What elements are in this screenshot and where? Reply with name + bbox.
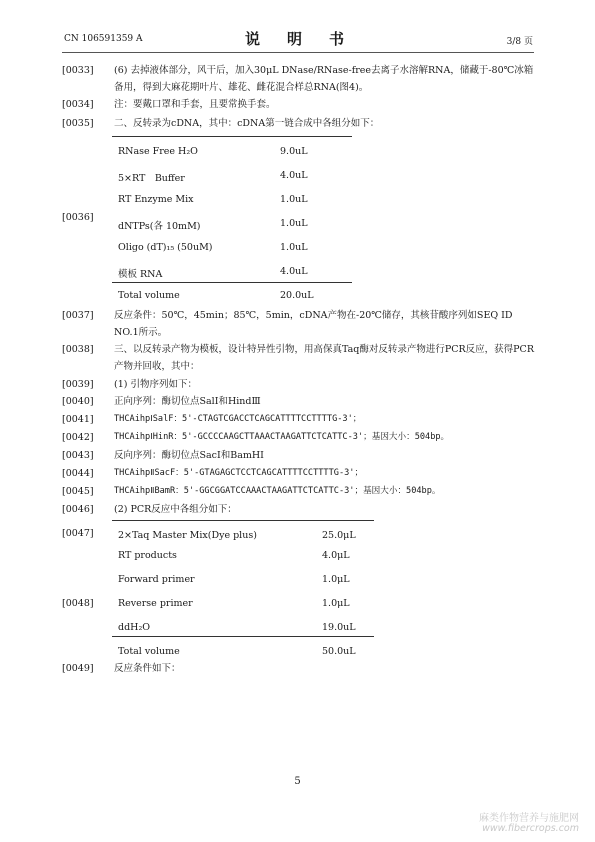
component-volume: 1.0uL <box>280 242 308 253</box>
component-name: RT products <box>118 550 177 561</box>
paragraph-number: [0044] <box>62 468 94 479</box>
paragraph-0035 <box>62 115 540 132</box>
component-name: 2×Taq Master Mix(Dye plus) <box>118 530 257 541</box>
primer-sequence: THCAihpⅠSalF：5'-CTAGTCGACCTCAGCATTTTCCTTTTG-3'； <box>114 414 362 424</box>
component-name: 5×RT Buffer <box>118 173 185 184</box>
component-volume: 4.0μL <box>322 550 350 561</box>
paragraph-number: [0037] <box>62 310 94 321</box>
paragraph-number: [0034] <box>62 99 94 110</box>
component-name: 模板 RNA <box>118 269 163 280</box>
paragraph-0038 <box>62 341 540 375</box>
paragraph-0041 <box>62 411 540 428</box>
component-volume: 1.0μL <box>322 574 350 585</box>
paragraph-text: (6) 去掉液体部分，风干后，加入30μL DNase/RNase-free去离子水溶解RNA，储藏于-80℃冰箱备用，得到大麻花期叶片、雄花、雌花混合样总RNA(图4)。 <box>114 65 534 93</box>
paragraph-number: [0033] <box>62 65 94 76</box>
paragraph-0047: [0047] <box>62 528 94 539</box>
page-indicator: 3/8 页 <box>506 37 533 47</box>
table-mid-rule <box>112 636 374 637</box>
paragraph-text: 三、以反转录产物为模板，设计特异性引物，用高保真Taq酶对反转录产物进行PCR反应，获得PCR产物并回收，其中： <box>114 344 534 372</box>
paragraph-0049 <box>62 660 540 677</box>
page-number: 5 <box>294 776 301 787</box>
paragraph-0048: [0048] <box>62 598 94 609</box>
paragraph-number: [0042] <box>62 432 94 443</box>
cdna-synthesis-table <box>112 136 352 306</box>
component-volume: 1.0uL <box>280 194 308 205</box>
paragraph-number: [0049] <box>62 663 94 674</box>
paragraph-0044 <box>62 465 540 482</box>
primer-sequence: THCAihpⅡSacF：5'-GTAGAGCTCCTCAGCATTTTCCTTTTG-3'； <box>114 468 364 478</box>
total-volume: 50.0uL <box>322 646 356 657</box>
document-title: 说 明 书 <box>244 30 350 48</box>
component-name: Forward primer <box>118 574 195 585</box>
paragraph-0042 <box>62 429 540 446</box>
component-volume: 4.0uL <box>280 170 308 181</box>
paragraph-text: 反应条件：50℃，45min；85℃，5min，cDNA产物在-20℃储存，其核苷酸序列如SEQ ID NO.1所示。 <box>114 310 516 338</box>
paragraph-0036: [0036] <box>62 212 94 223</box>
paragraph-0039 <box>62 376 540 393</box>
paragraph-text: 反应条件如下： <box>114 663 181 674</box>
component-volume: 4.0uL <box>280 266 308 277</box>
component-name: RT Enzyme Mix <box>118 194 194 205</box>
paragraph-text: 反向序列：酶切位点SacⅠ和BamHⅠ <box>114 450 264 461</box>
primer-sequence: THCAihpⅡBamR：5'-GGCGGATCCAAACTAAGATTCTCATTC-3'；基因大小：504bp。 <box>114 486 441 496</box>
paragraph-number: [0039] <box>62 379 94 390</box>
component-volume: 1.0uL <box>280 218 308 229</box>
table-top-rule <box>112 520 374 521</box>
total-label: Total volume <box>118 646 180 657</box>
paragraph-text: (2) PCR反应中各组分如下： <box>114 504 237 515</box>
component-volume: 19.0uL <box>322 622 356 633</box>
pcr-reaction-table <box>112 520 374 664</box>
total-label: Total volume <box>118 290 180 301</box>
paragraph-0033 <box>62 62 540 96</box>
paragraph-0045 <box>62 483 540 500</box>
paragraph-0037 <box>62 307 540 341</box>
component-volume: 9.0uL <box>280 146 308 157</box>
paragraph-number: [0046] <box>62 504 94 515</box>
component-name: dNTPs(各 10mM) <box>118 221 201 232</box>
header-divider <box>62 52 534 53</box>
component-volume: 1.0μL <box>322 598 350 609</box>
paragraph-number: [0045] <box>62 486 94 497</box>
component-name: RNase Free H₂O <box>118 146 198 157</box>
component-volume: 25.0μL <box>322 530 356 541</box>
total-volume: 20.0uL <box>280 290 314 301</box>
component-name: ddH₂O <box>118 622 151 633</box>
paragraph-0040 <box>62 393 540 410</box>
component-name: Oligo (dT)₁₅ (50uM) <box>118 242 213 253</box>
paragraph-number: [0043] <box>62 450 94 461</box>
table-mid-rule <box>112 282 352 283</box>
paragraph-0034 <box>62 96 540 113</box>
table-top-rule <box>112 136 352 137</box>
component-name: Reverse primer <box>118 598 193 609</box>
paragraph-text: 二、反转录为cDNA，其中：cDNA第一链合成中各组分如下： <box>114 118 380 129</box>
paragraph-0046 <box>62 501 540 518</box>
paragraph-number: [0040] <box>62 396 94 407</box>
paragraph-number: [0038] <box>62 344 94 355</box>
watermark-url: www.fibercrops.com <box>482 823 579 834</box>
paragraph-number: [0041] <box>62 414 94 425</box>
paragraph-0043 <box>62 447 540 464</box>
watermark-site-name: 麻类作物营养与施肥网 <box>479 813 579 824</box>
paragraph-text: (1) 引物序列如下： <box>114 379 197 390</box>
patent-number: CN 106591359 A <box>64 34 143 44</box>
primer-sequence: THCAihpⅠHinR：5'-GCCCCAAGCTTAAACTAAGATTCTCATTC-3'；基因大小：504bp。 <box>114 432 450 442</box>
paragraph-text: 注：要戴口罩和手套，且要常换手套。 <box>114 99 276 110</box>
paragraph-text: 正向序列：酶切位点SalⅠ和HindⅢ <box>114 396 261 407</box>
paragraph-number: [0035] <box>62 118 94 129</box>
